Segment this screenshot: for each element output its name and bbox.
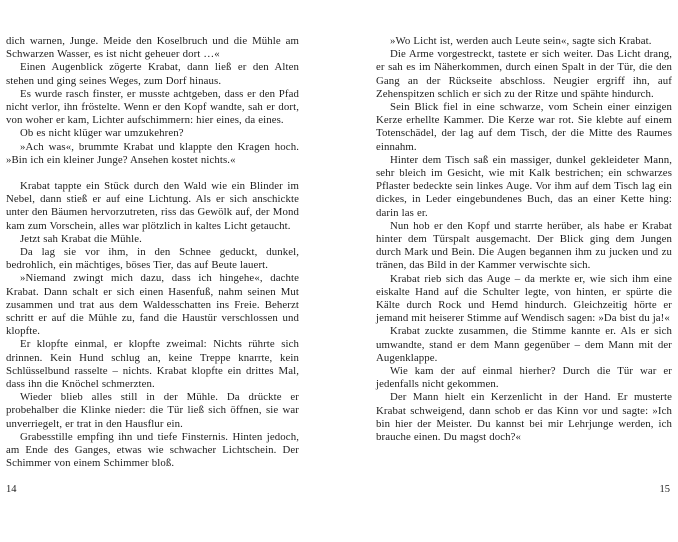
paragraph: dich warnen, Junge. Meide den Koselbruch und die Mühle am Schwarzen Wasser, es ist nicht geheuer dort …« — [6, 35, 299, 61]
paragraph: Die Arme vorgestreckt, tastete er sich weiter. Das Licht drang, er sah es im Näherkommen, durch einen Spalt in der Tür, die den Gang an der Rückseite abschloss. Neugier ergriff ihn, auf Zehenspitzen schlich er sich zu der Ritze und spähte hindurch. — [376, 48, 672, 100]
paragraph: Einen Augenblick zögerte Krabat, dann ließ er den Alten stehen und ging seines Weges, zum Dorf hinaus. — [6, 61, 299, 87]
page-number-left: 14 — [6, 484, 17, 495]
page-right — [339, 0, 678, 542]
paragraph: Es wurde rasch finster, er musste achtgeben, dass er den Pfad nicht verlor, ihn fröstelte. Wenn er den Kopf wandte, sah er dort, von woher er kam, Lichter aufschimmern: hier eines, da eines. — [6, 87, 299, 127]
paragraph: Grabesstille empfing ihn und tiefe Finsternis. Hinten jedoch, am Ende des Ganges, etwas wie schwacher Lichtschein. Der Schimmer von einem Schimmer bloß. — [6, 430, 299, 470]
paragraph: Hinter dem Tisch saß ein massiger, dunkel gekleideter Mann, sehr bleich im Gesicht, wie mit Kalk bestrichen; ein schwarzes Pflaster bedeckte sein linkes Auge. Vor ihm auf dem Tisch lag ein dickes, in Leder eingebundenes Buch, das an einer Kette hing: darin las er. — [376, 153, 672, 219]
paragraph: »Ach was«, brummte Krabat und klappte den Kragen hoch. »Bin ich ein kleiner Junge? Ansehen kostet nichts.« — [6, 140, 299, 166]
page-number-right: 15 — [659, 484, 670, 495]
paragraph: Nun hob er den Kopf und starrte herüber, als habe er Krabat hinter dem Türspalt ausgemacht. Der Blick ging dem Jungen durch Mark und Bein. Die Augen begannen ihm zu jucken und zu tränen, das Bild in der Kammer verwischte sich. — [376, 219, 672, 272]
paragraph: Sein Blick fiel in eine schwarze, vom Schein einer einzigen Kerze erhellte Kammer. Die Kerze war rot. Sie klebte auf einem Totenschädel, der lag auf dem Tisch, der die Mitte des Raumes einnahm. — [376, 101, 672, 153]
paragraph: Er klopfte einmal, er klopfte zweimal: Nichts rührte sich drinnen. Kein Hund schlug an, keine Treppe knarrte, kein Schlüsselbund rasselte – nichts. Krabat klopfte ein drittes Mal, dass ihn die Knöchel schmerzten. — [6, 338, 299, 391]
paragraph: Der Mann hielt ein Kerzenlicht in der Hand. Er musterte Krabat schweigend, dann schob er das Kinn vor und sagte: »Ich bin hier der Meister. Du kannst bei mir Lehrjunge werden, ich brauche einen. Du magst doch?« — [376, 391, 672, 444]
paragraph: Wie kam der auf einmal hierher? Durch die Tür war er jedenfalls nicht gekommen. — [376, 365, 672, 391]
paragraph: »Wo Licht ist, werden auch Leute sein«, sagte sich Krabat. — [390, 35, 652, 47]
paragraph: Krabat tappte ein Stück durch den Wald wie ein Blinder im Nebel, dann stieß er auf eine Lichtung. Als er sich anschickte unter den Bäumen hervorzutreten, riss das Gewölk auf, der Mond kam zum Vorschein, alles war plötzlich in kaltes Licht getaucht. — [6, 180, 299, 232]
paragraph: Krabat rieb sich das Auge – da merkte er, wie sich ihm eine eiskalte Hand auf die Schulter legte, von hinten, er spürte die Kälte durch Rock und Hemd hindurch. Gleichzeitig hörte er jemand mit heiserer Stimme auf Wendisch sagen: »Da bist du ja!« — [376, 272, 672, 325]
paragraph: Wieder blieb alles still in der Mühle. Da drückte er probehalber die Klinke nieder: die Tür ließ sich öffnen, sie war unverriegelt, er trat in den Hausflur ein. — [6, 391, 299, 430]
paragraph: Ob es nicht klüger war umzukehren? — [20, 127, 184, 140]
paragraph: Krabat zuckte zusammen, die Stimme kannte er. Als er sich umwandte, stand er dem Mann gegenüber – dem Mann mit der Augenklappe. — [376, 325, 672, 364]
paragraph: Jetzt sah Krabat die Mühle. — [20, 232, 142, 245]
paragraph: Da lag sie vor ihm, in den Schnee geduckt, dunkel, bedrohlich, ein mächtiges, böses Tier, das auf Beute lauert. — [6, 246, 299, 272]
page-left-text — [6, 35, 299, 471]
page-right-text — [376, 35, 672, 444]
paragraph: »Niemand zwingt mich dazu, dass ich hingehe«, dachte Krabat. Dann schalt er sich einen Hasenfuß, nahm seinen Mut zusammen und trat aus dem Waldesschatten ins Freie. Beherzt schritt er auf die Mühle zu, fand die Haustür verschlossen und klopfte. — [6, 272, 299, 338]
